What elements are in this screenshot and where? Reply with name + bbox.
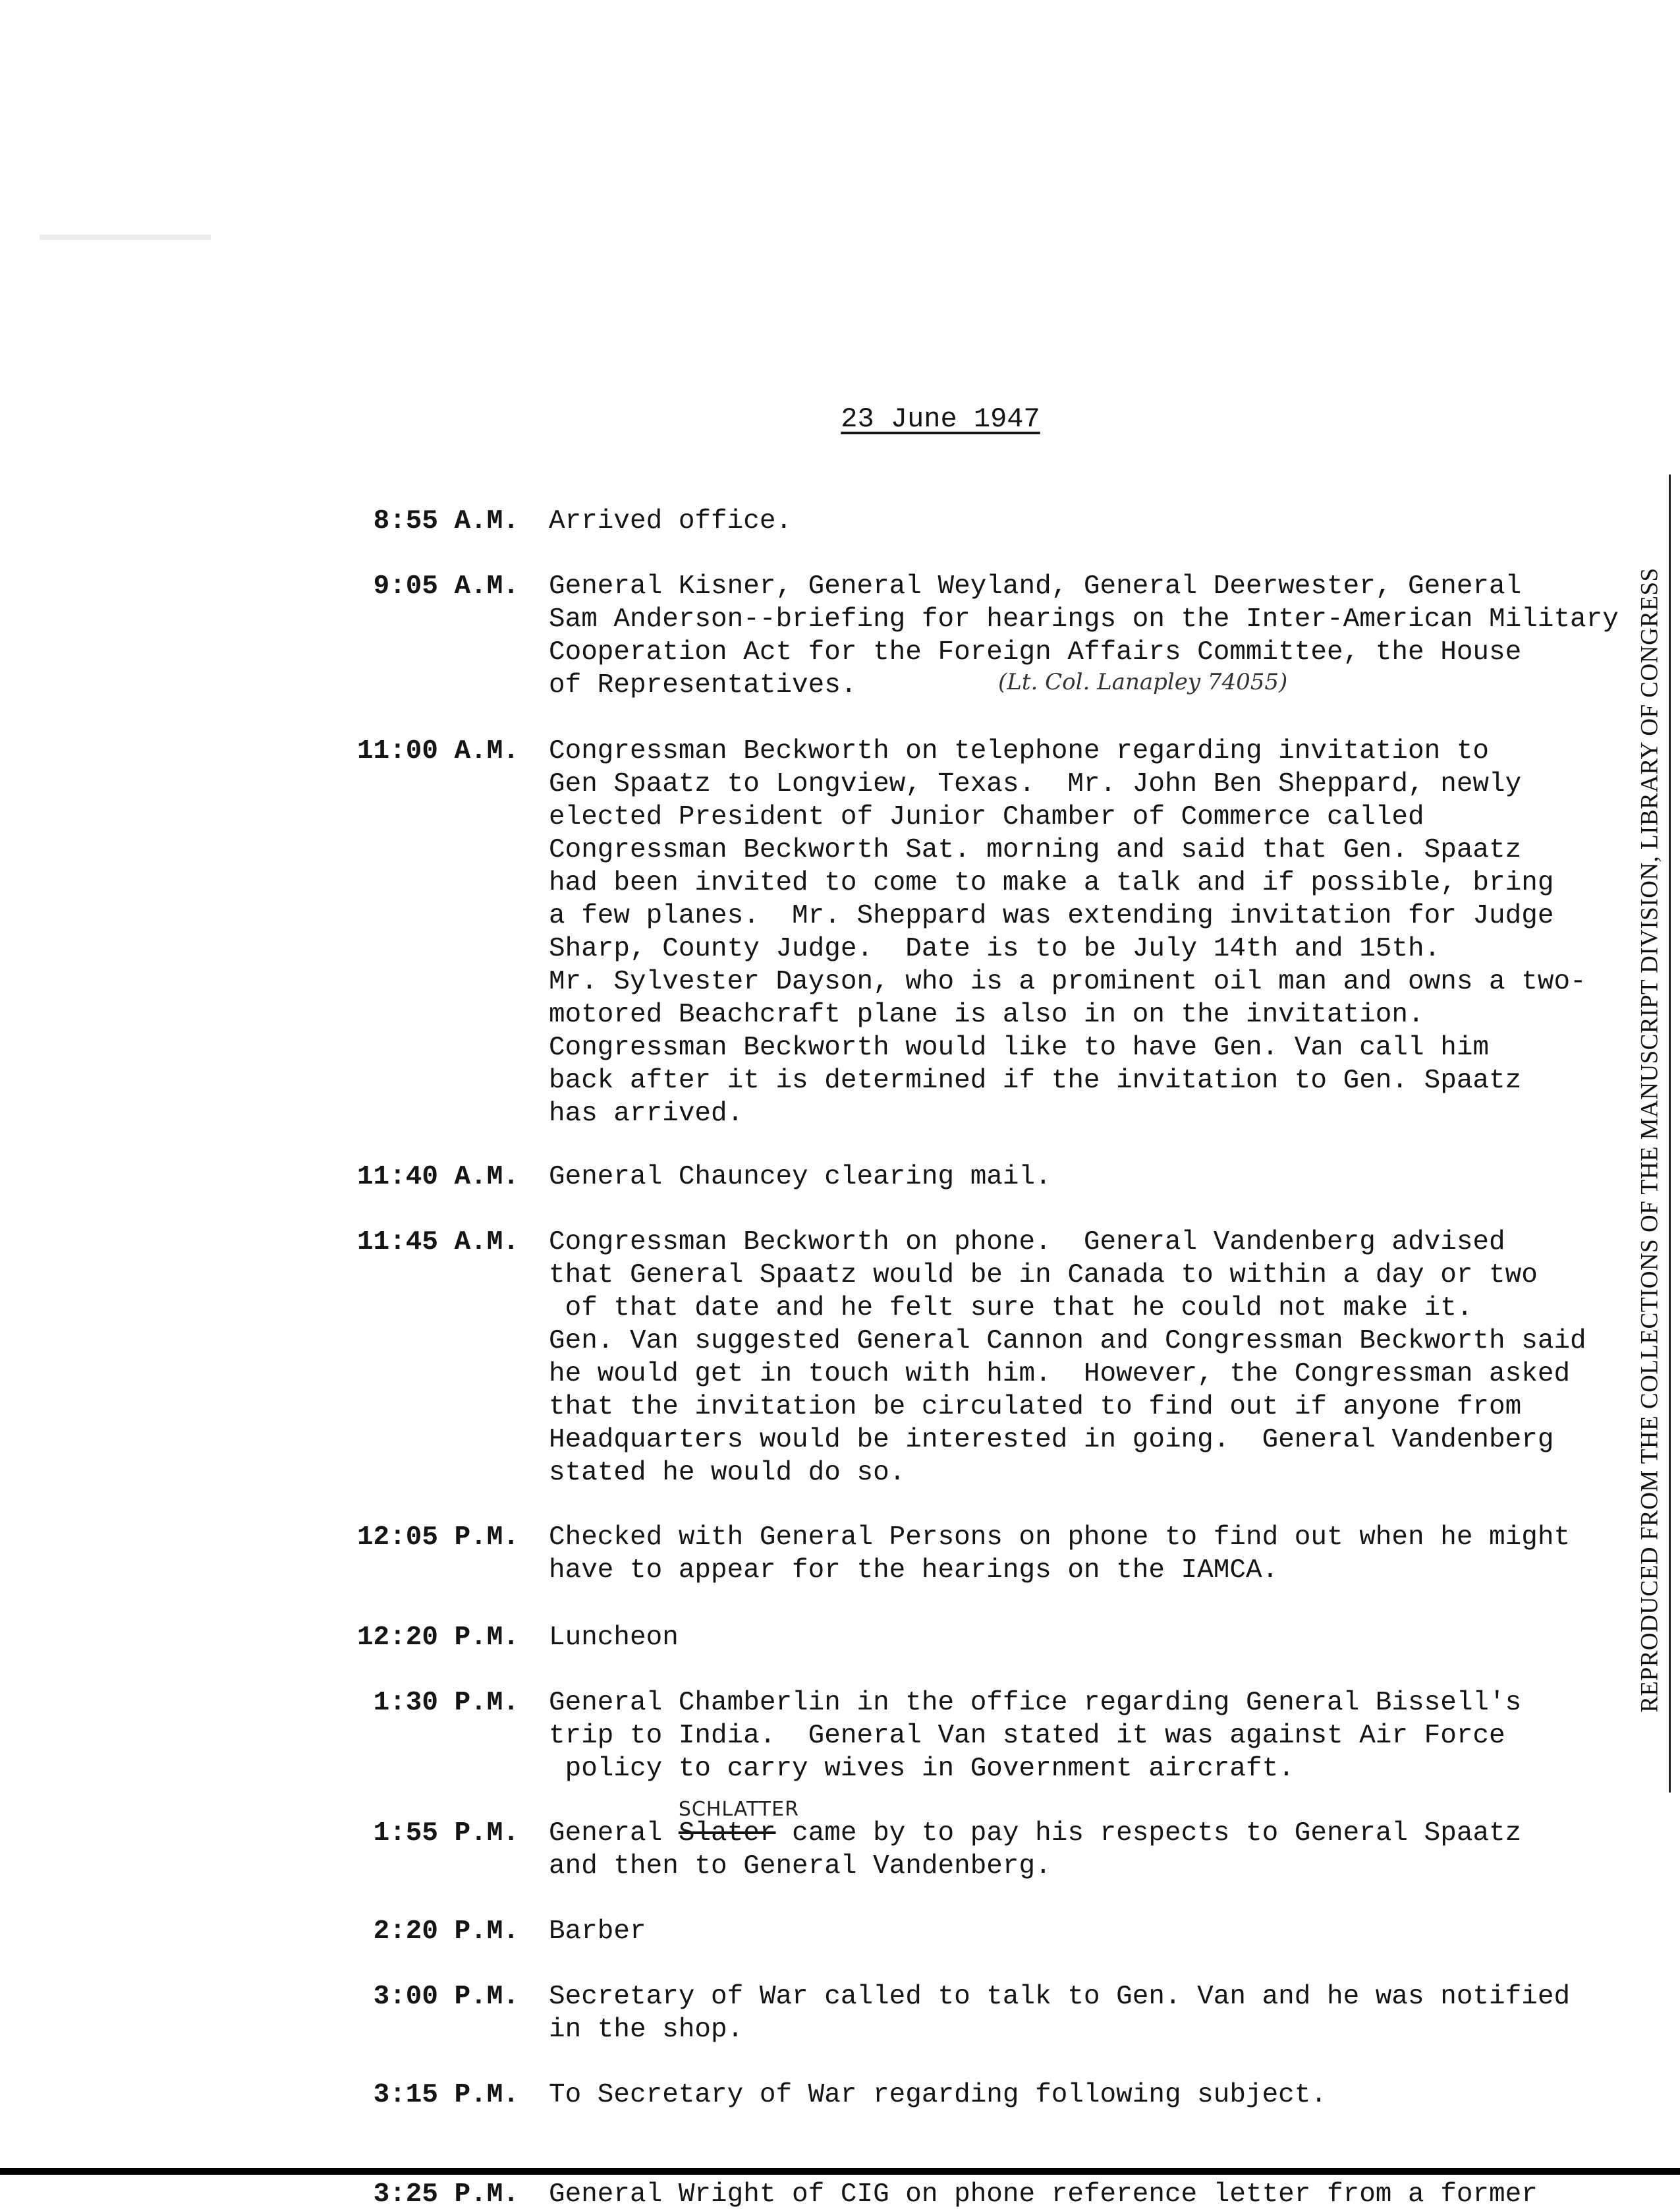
entry-time: 11:00 A.M.	[356, 736, 519, 766]
entry-text	[549, 1980, 1570, 2046]
entry-line: General Wright of CIG on phone reference letter from a former	[549, 2179, 1538, 2210]
entry-line: motored Beachcraft plane is also in on the invitation.	[549, 1000, 1424, 1030]
entry-line: General Chauncey clearing mail.	[549, 1162, 1051, 1192]
entry-line: Gen Spaatz to Longview, Texas. Mr. John Ben Sheppard, newly	[549, 769, 1522, 799]
entry-text	[549, 1521, 1570, 1587]
entry-line: To Secretary of War regarding following subject.	[549, 2080, 1327, 2110]
entry-line: Secretary of War called to talk to Gen. Van and he was notified	[549, 1982, 1571, 2012]
struck-text: Slater	[678, 1818, 776, 1849]
entry-line: Gen. Van suggested General Cannon and Congressman Beckworth said	[549, 1326, 1586, 1356]
entry-time: 3:15 P.M.	[373, 2080, 519, 2110]
margin-line	[1669, 474, 1671, 1793]
entry-text	[549, 1621, 679, 1654]
entry-line: trip to India. General Van stated it was against Air Force	[549, 1721, 1505, 1751]
entry-line: Headquarters would be interested in going. General Vandenberg	[549, 1425, 1554, 1455]
entry-text	[549, 1226, 1586, 1489]
entry-line: Congressman Beckworth would like to have Gen. Van call him	[549, 1033, 1490, 1063]
entry-line: Congressman Beckworth on phone. General Vandenberg advised	[549, 1227, 1505, 1257]
entry-time: 3:25 P.M.	[373, 2179, 519, 2210]
struck-word	[678, 1798, 799, 1849]
entry-line: Luncheon	[549, 1622, 679, 1653]
entry-line: Barber	[549, 1916, 646, 1947]
entry-line: that the invitation be circulated to find out if anyone from	[549, 1392, 1522, 1422]
text-before: General	[549, 1818, 679, 1849]
entry-line: General Kisner, General Weyland, General Deerwester, General	[549, 571, 1522, 602]
document-date: 23 June 1947	[841, 403, 1040, 435]
entry-line: Congressman Beckworth on telephone regarding invitation to	[549, 736, 1490, 766]
entry-text	[549, 2079, 1327, 2111]
entry-line: in the shop.	[549, 2015, 744, 2045]
entry-line: policy to carry wives in Government aircraft.	[549, 1754, 1295, 1784]
scan-border	[0, 2168, 1680, 2175]
entry-line: Mr. Sylvester Dayson, who is a prominent oil man and owns a two-	[549, 967, 1586, 997]
entry-text	[549, 2178, 1538, 2211]
entry-line: Checked with General Persons on phone to find out when he might	[549, 1522, 1571, 1553]
entry-time: 12:20 P.M.	[356, 1622, 519, 1653]
entry-line: have to appear for the hearings on the IAMCA.	[549, 1555, 1279, 1586]
entry-line: Cooperation Act for the Foreign Affairs Committee, the House	[549, 637, 1522, 668]
entry-line: of Representatives.	[549, 670, 857, 701]
entry-line: Congressman Beckworth Sat. morning and said that Gen. Spaatz	[549, 835, 1522, 865]
handwritten-note: (Lt. Col. Lanapley 74055)	[998, 669, 1288, 695]
handwritten-correction: SCHLATTER	[678, 1798, 799, 1821]
entry-text	[549, 1686, 1521, 1785]
entry-time: 9:05 A.M.	[373, 571, 519, 602]
entry-text	[549, 1798, 1522, 1883]
entry-line: Arrived office.	[549, 506, 793, 536]
entry-line: elected President of Junior Chamber of Commerce called	[549, 802, 1424, 832]
entry-time: 11:45 A.M.	[356, 1227, 519, 1257]
entry-text	[549, 735, 1586, 1130]
entry-line: back after it is determined if the invitation to Gen. Spaatz	[549, 1066, 1522, 1096]
entry-line: he would get in touch with him. However, the Congressman asked	[549, 1359, 1571, 1389]
text-after: came by to pay his respects to General Spaatz	[775, 1818, 1522, 1849]
entry-time: 8:55 A.M.	[373, 506, 519, 536]
entry-line: that General Spaatz would be in Canada to within a day or two	[549, 1260, 1538, 1290]
entry-line: Sam Anderson--briefing for hearings on the Inter-American Military	[549, 604, 1619, 635]
corrected-line	[549, 1798, 1522, 1850]
entry-time: 1:55 P.M.	[373, 1818, 519, 1849]
entry-line: stated he would do so.	[549, 1458, 906, 1488]
entry-text	[549, 1161, 1051, 1193]
entry-line: has arrived.	[549, 1099, 744, 1129]
entry-line: and then to General Vandenberg.	[549, 1851, 1051, 1881]
entry-text	[549, 1915, 646, 1948]
entry-time: 1:30 P.M.	[373, 1688, 519, 1718]
entry-time: 2:20 P.M.	[373, 1916, 519, 1947]
entry-line: General Chamberlin in the office regarding General Bissell's	[549, 1688, 1522, 1718]
library-of-congress-stamp: REPRODUCED FROM THE COLLECTIONS OF THE MANUSCRIPT DIVISION, LIBRARY OF CONGRESS	[1636, 567, 1664, 1713]
entry-line: Sharp, County Judge. Date is to be July 14th and 15th.	[549, 934, 1441, 964]
entry-time: 11:40 A.M.	[356, 1162, 519, 1192]
scan-smudge	[40, 235, 211, 240]
entry-line: a few planes. Mr. Sheppard was extending invitation for Judge	[549, 901, 1554, 931]
entry-time: 3:00 P.M.	[373, 1982, 519, 2012]
entry-text	[549, 505, 792, 538]
entry-time: 12:05 P.M.	[356, 1522, 519, 1553]
entry-line: had been invited to come to make a talk and if possible, bring	[549, 868, 1554, 898]
entry-line: of that date and he felt sure that he could not make it.	[549, 1293, 1473, 1323]
